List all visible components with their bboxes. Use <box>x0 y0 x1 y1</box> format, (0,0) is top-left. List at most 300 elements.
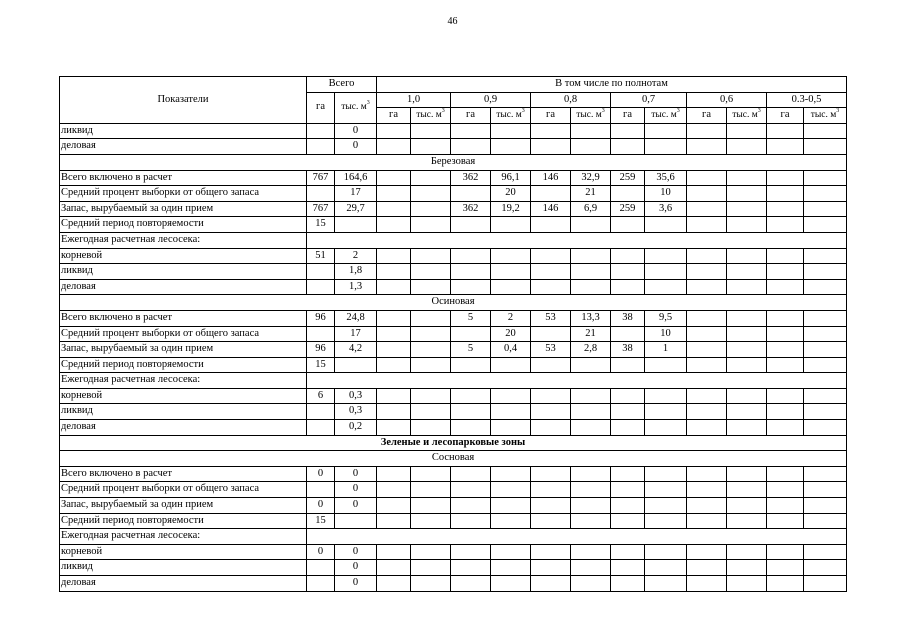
header-density: 0,6 <box>687 92 767 108</box>
value-cell <box>571 420 611 436</box>
value-cell <box>571 576 611 592</box>
value-cell: 15 <box>307 357 335 373</box>
value-cell <box>491 248 531 264</box>
value-cell <box>451 482 491 498</box>
value-cell <box>571 466 611 482</box>
table-row <box>60 264 847 280</box>
value-cell <box>611 560 645 576</box>
row-label: Всего включено в расчет <box>60 466 307 482</box>
row-label: ликвид <box>60 264 307 280</box>
value-cell <box>804 170 847 186</box>
value-cell <box>687 279 727 295</box>
value-cell <box>571 388 611 404</box>
value-cell: 767 <box>307 201 335 217</box>
table-row <box>60 388 847 404</box>
value-cell <box>491 466 531 482</box>
row-label: Средний период повторяемости <box>60 513 307 529</box>
value-cell: 96 <box>307 310 335 326</box>
value-cell <box>727 264 767 280</box>
value-cell <box>645 357 687 373</box>
value-cell <box>687 388 727 404</box>
value-cell <box>377 139 411 155</box>
value-cell <box>727 201 767 217</box>
value-cell <box>804 217 847 233</box>
value-cell: 35,6 <box>645 170 687 186</box>
value-cell <box>611 139 645 155</box>
value-cell <box>411 388 451 404</box>
value-cell: 767 <box>307 170 335 186</box>
value-cell <box>531 482 571 498</box>
value-cell <box>727 544 767 560</box>
table-row <box>60 279 847 295</box>
value-cell <box>377 186 411 202</box>
value-cell <box>571 513 611 529</box>
section-heading: Зеленые и лесопарковые зоны <box>60 435 847 451</box>
header-density: 0.3-0,5 <box>767 92 847 108</box>
value-cell <box>451 326 491 342</box>
value-cell <box>687 482 727 498</box>
value-cell: 96,1 <box>491 170 531 186</box>
table-row <box>60 560 847 576</box>
value-cell <box>727 420 767 436</box>
value-cell: 5 <box>451 310 491 326</box>
header-density-volume: тыс. $м^3$ <box>727 108 767 124</box>
value-cell <box>451 544 491 560</box>
value-cell: 29,7 <box>335 201 377 217</box>
table-row <box>60 217 847 233</box>
value-cell <box>804 404 847 420</box>
row-label: Всего включено в расчет <box>60 310 307 326</box>
value-cell <box>451 466 491 482</box>
value-cell <box>687 248 727 264</box>
value-cell <box>804 310 847 326</box>
value-cell <box>451 217 491 233</box>
value-cell <box>687 342 727 358</box>
value-cell <box>411 513 451 529</box>
value-cell <box>611 123 645 139</box>
value-cell <box>727 170 767 186</box>
value-cell <box>687 170 727 186</box>
value-cell <box>307 279 335 295</box>
value-cell <box>804 248 847 264</box>
value-cell: 10 <box>645 186 687 202</box>
value-cell <box>804 466 847 482</box>
table-row <box>60 482 847 498</box>
value-cell <box>531 576 571 592</box>
value-cell <box>531 357 571 373</box>
value-cell <box>767 186 804 202</box>
value-cell <box>687 123 727 139</box>
value-cell <box>411 248 451 264</box>
value-cell <box>611 404 645 420</box>
value-cell <box>611 388 645 404</box>
table-row <box>60 357 847 373</box>
value-cell <box>531 248 571 264</box>
value-cell <box>687 420 727 436</box>
value-cell <box>491 498 531 514</box>
value-cell <box>411 498 451 514</box>
value-cell <box>645 248 687 264</box>
value-cell <box>611 576 645 592</box>
value-cell <box>571 139 611 155</box>
value-cell: 0 <box>335 482 377 498</box>
row-label: деловая <box>60 576 307 592</box>
header-density-volume: тыс. $м^3$ <box>804 108 847 124</box>
value-cell <box>687 466 727 482</box>
table-row <box>60 420 847 436</box>
table-row <box>60 310 847 326</box>
value-cell: 146 <box>531 170 571 186</box>
value-cell <box>451 560 491 576</box>
value-cell <box>804 482 847 498</box>
value-cell: 1,8 <box>335 264 377 280</box>
row-label: ликвид <box>60 560 307 576</box>
table-row <box>60 295 847 311</box>
value-cell <box>491 123 531 139</box>
header-total-volume: тыс. $м^3$ <box>335 92 377 123</box>
value-cell <box>645 482 687 498</box>
row-label: Запас, вырубаемый за один прием <box>60 342 307 358</box>
value-cell <box>411 217 451 233</box>
row-label: Ежегодная расчетная лесосека: <box>60 529 307 545</box>
value-cell <box>411 326 451 342</box>
table-row <box>60 326 847 342</box>
table-row <box>60 154 847 170</box>
value-cell <box>335 513 377 529</box>
value-cell <box>571 248 611 264</box>
value-cell <box>451 404 491 420</box>
value-cell: 0 <box>335 544 377 560</box>
value-cell <box>571 279 611 295</box>
value-cell <box>727 498 767 514</box>
table-row <box>60 498 847 514</box>
value-cell <box>377 342 411 358</box>
value-cell <box>727 560 767 576</box>
value-cell <box>804 139 847 155</box>
value-cell <box>687 560 727 576</box>
value-cell <box>491 357 531 373</box>
header-density-volume: тыс. $м^3$ <box>645 108 687 124</box>
value-cell <box>491 576 531 592</box>
value-cell: 0 <box>335 576 377 592</box>
value-cell <box>687 544 727 560</box>
row-label: ликвид <box>60 404 307 420</box>
value-cell <box>767 466 804 482</box>
value-cell: 24,8 <box>335 310 377 326</box>
value-cell <box>804 388 847 404</box>
value-cell <box>411 170 451 186</box>
header-density-ha: га <box>611 108 645 124</box>
value-cell: 96 <box>307 342 335 358</box>
value-cell <box>411 201 451 217</box>
row-label: Всего включено в расчет <box>60 170 307 186</box>
value-cell <box>377 544 411 560</box>
value-cell <box>645 279 687 295</box>
value-cell: 1,3 <box>335 279 377 295</box>
value-cell <box>411 123 451 139</box>
value-cell <box>451 186 491 202</box>
header-density-ha: га <box>767 108 804 124</box>
value-cell: 3,6 <box>645 201 687 217</box>
value-cell: 2 <box>335 248 377 264</box>
value-cell <box>767 170 804 186</box>
value-cell <box>687 576 727 592</box>
value-cell <box>767 217 804 233</box>
value-cell <box>727 513 767 529</box>
value-cell <box>377 248 411 264</box>
value-cell: 19,2 <box>491 201 531 217</box>
value-cell <box>531 404 571 420</box>
table-row <box>60 544 847 560</box>
value-cell <box>687 357 727 373</box>
value-cell <box>531 326 571 342</box>
table-row <box>60 373 847 389</box>
value-cell: 21 <box>571 186 611 202</box>
value-cell <box>411 264 451 280</box>
value-cell: 38 <box>611 310 645 326</box>
value-cell <box>411 544 451 560</box>
value-cell: 53 <box>531 342 571 358</box>
header-by-density: В том числе по полнотам <box>377 77 847 93</box>
value-cell <box>767 420 804 436</box>
header-density-ha: га <box>451 108 491 124</box>
value-cell <box>377 357 411 373</box>
value-cell <box>767 248 804 264</box>
value-cell <box>451 498 491 514</box>
value-cell: 13,3 <box>571 310 611 326</box>
page-number: 46 <box>447 16 458 27</box>
value-cell <box>645 404 687 420</box>
value-cell <box>531 217 571 233</box>
value-cell <box>571 404 611 420</box>
value-cell <box>727 388 767 404</box>
value-cell <box>767 310 804 326</box>
value-cell <box>451 248 491 264</box>
value-cell <box>687 513 727 529</box>
row-label: Ежегодная расчетная лесосека: <box>60 232 307 248</box>
value-cell <box>645 264 687 280</box>
value-cell <box>727 342 767 358</box>
value-cell <box>804 498 847 514</box>
value-cell <box>451 513 491 529</box>
table-row <box>60 435 847 451</box>
row-label: корневой <box>60 248 307 264</box>
value-cell <box>767 560 804 576</box>
section-heading: Осиновая <box>60 295 847 311</box>
value-cell <box>307 560 335 576</box>
value-cell: 6 <box>307 388 335 404</box>
value-cell <box>491 482 531 498</box>
value-cell <box>307 576 335 592</box>
value-cell <box>727 217 767 233</box>
table-row <box>60 186 847 202</box>
value-cell <box>411 310 451 326</box>
value-cell <box>491 279 531 295</box>
value-cell <box>531 279 571 295</box>
value-cell <box>335 357 377 373</box>
header-density: 0,8 <box>531 92 611 108</box>
row-label: Средний период повторяемости <box>60 357 307 373</box>
value-cell <box>377 201 411 217</box>
value-cell <box>531 139 571 155</box>
value-cell <box>411 576 451 592</box>
row-label: Средний процент выборки от общего запаса <box>60 186 307 202</box>
value-cell <box>611 498 645 514</box>
value-cell <box>451 123 491 139</box>
row-label: Ежегодная расчетная лесосека: <box>60 373 307 389</box>
value-cell: 0 <box>307 466 335 482</box>
value-cell <box>645 544 687 560</box>
value-cell <box>377 264 411 280</box>
value-cell <box>531 544 571 560</box>
value-cell <box>531 513 571 529</box>
value-cell: 15 <box>307 513 335 529</box>
value-cell <box>491 217 531 233</box>
value-cell <box>687 264 727 280</box>
value-cell <box>727 466 767 482</box>
value-cell <box>571 123 611 139</box>
value-cell <box>451 139 491 155</box>
value-cell <box>804 544 847 560</box>
value-cell <box>411 279 451 295</box>
value-cell <box>307 482 335 498</box>
value-cell <box>804 513 847 529</box>
value-cell: 259 <box>611 170 645 186</box>
value-cell: 20 <box>491 186 531 202</box>
value-cell <box>377 404 411 420</box>
value-cell <box>767 482 804 498</box>
value-cell <box>411 420 451 436</box>
value-cell: 15 <box>307 217 335 233</box>
value-cell: 20 <box>491 326 531 342</box>
value-cell <box>451 576 491 592</box>
value-cell <box>531 560 571 576</box>
value-cell <box>727 357 767 373</box>
value-cell <box>335 217 377 233</box>
value-cell <box>411 186 451 202</box>
table-row <box>60 404 847 420</box>
value-cell <box>377 560 411 576</box>
value-cell <box>611 357 645 373</box>
value-cell <box>531 466 571 482</box>
value-cell <box>307 139 335 155</box>
value-cell <box>491 513 531 529</box>
value-cell <box>687 310 727 326</box>
value-cell <box>611 544 645 560</box>
value-cell: 5 <box>451 342 491 358</box>
value-cell <box>451 264 491 280</box>
value-cell <box>687 217 727 233</box>
value-cell <box>611 482 645 498</box>
forest-cutting-table <box>59 76 847 592</box>
header-density-volume: тыс. $м^3$ <box>411 108 451 124</box>
value-cell <box>451 420 491 436</box>
value-cell: 0 <box>307 498 335 514</box>
value-cell: 0 <box>335 560 377 576</box>
value-cell <box>411 466 451 482</box>
value-cell <box>804 357 847 373</box>
value-cell <box>767 279 804 295</box>
row-label: корневой <box>60 388 307 404</box>
value-cell <box>491 139 531 155</box>
value-cell <box>645 123 687 139</box>
value-cell: 17 <box>335 186 377 202</box>
value-cell <box>687 404 727 420</box>
value-cell <box>645 513 687 529</box>
table-header <box>60 77 847 124</box>
value-cell: 17 <box>335 326 377 342</box>
value-cell: 0,3 <box>335 388 377 404</box>
merged-empty-cell <box>307 373 847 389</box>
header-total: Всего <box>307 77 377 93</box>
value-cell <box>727 326 767 342</box>
row-label: Средний период повторяемости <box>60 217 307 233</box>
value-cell <box>727 310 767 326</box>
value-cell <box>307 420 335 436</box>
value-cell <box>687 498 727 514</box>
value-cell <box>804 560 847 576</box>
value-cell <box>611 513 645 529</box>
table-row <box>60 123 847 139</box>
value-cell <box>571 560 611 576</box>
value-cell <box>411 482 451 498</box>
value-cell: 0 <box>307 544 335 560</box>
value-cell <box>687 186 727 202</box>
value-cell <box>645 420 687 436</box>
value-cell <box>377 217 411 233</box>
table-row <box>60 170 847 186</box>
value-cell <box>411 357 451 373</box>
header-indicators: Показатели <box>60 77 307 124</box>
value-cell <box>377 498 411 514</box>
row-label: деловая <box>60 279 307 295</box>
table-row <box>60 529 847 545</box>
value-cell <box>804 264 847 280</box>
value-cell: 0,2 <box>335 420 377 436</box>
value-cell <box>645 576 687 592</box>
value-cell <box>571 498 611 514</box>
value-cell <box>611 186 645 202</box>
merged-empty-cell <box>307 232 847 248</box>
header-density-ha: га <box>377 108 411 124</box>
value-cell <box>491 420 531 436</box>
value-cell <box>451 388 491 404</box>
value-cell <box>804 279 847 295</box>
value-cell <box>804 576 847 592</box>
value-cell <box>451 279 491 295</box>
value-cell <box>531 420 571 436</box>
value-cell <box>571 264 611 280</box>
value-cell <box>767 123 804 139</box>
value-cell <box>571 482 611 498</box>
value-cell: 10 <box>645 326 687 342</box>
value-cell: 2 <box>491 310 531 326</box>
value-cell <box>804 420 847 436</box>
value-cell <box>727 248 767 264</box>
value-cell <box>767 498 804 514</box>
value-cell <box>491 404 531 420</box>
value-cell <box>767 388 804 404</box>
value-cell <box>377 123 411 139</box>
header-density: 0,7 <box>611 92 687 108</box>
value-cell: 6,9 <box>571 201 611 217</box>
row-label: деловая <box>60 139 307 155</box>
value-cell <box>687 201 727 217</box>
value-cell <box>491 560 531 576</box>
table-row <box>60 342 847 358</box>
value-cell <box>767 139 804 155</box>
value-cell: 362 <box>451 201 491 217</box>
